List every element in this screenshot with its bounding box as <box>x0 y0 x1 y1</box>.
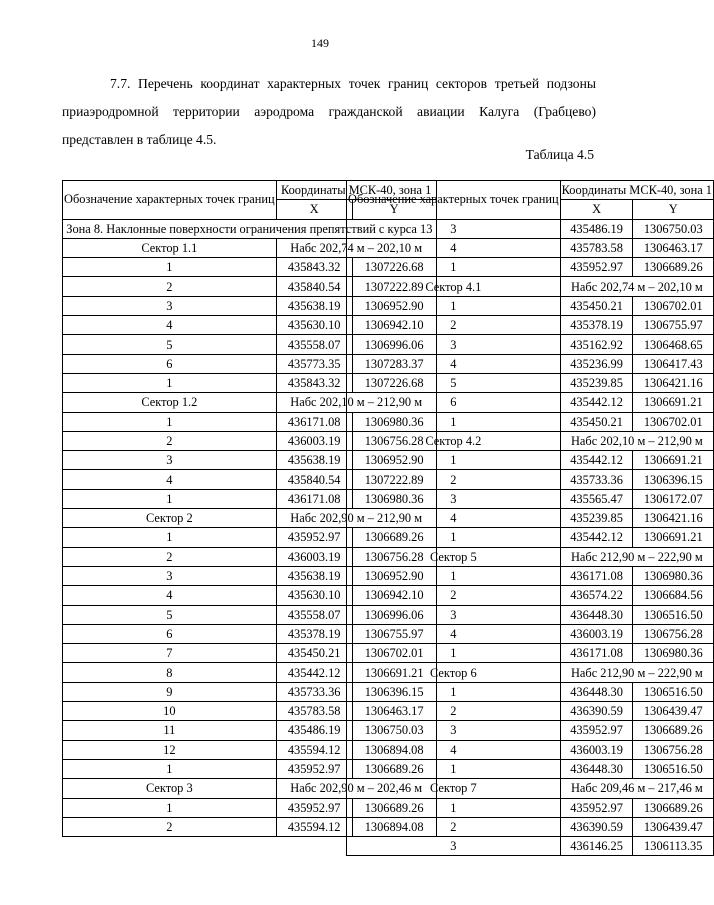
sector-name: Сектор 4.1 <box>347 277 561 296</box>
sector-height-range: Набс 202,90 м – 202,46 м <box>276 779 436 798</box>
table-row <box>347 528 714 547</box>
x-coordinate: 435783.58 <box>276 702 352 721</box>
x-coordinate: 435236.99 <box>560 354 633 373</box>
sector-height-range: Набс 212,90 м – 222,90 м <box>560 663 713 682</box>
x-header: X <box>560 200 633 219</box>
x-coordinate: 436003.19 <box>560 740 633 759</box>
point-number: 2 <box>347 702 561 721</box>
x-coordinate: 436171.08 <box>560 566 633 585</box>
point-number: 3 <box>347 837 561 856</box>
point-number: 1 <box>63 373 277 392</box>
y-coordinate: 1306689.26 <box>633 798 714 817</box>
x-coordinate: 435952.97 <box>560 721 633 740</box>
point-number: 4 <box>347 354 561 373</box>
point-number: 3 <box>347 605 561 624</box>
x-coordinate: 435450.21 <box>560 296 633 315</box>
y-coordinate: 1306702.01 <box>352 644 436 663</box>
table-row <box>347 682 714 701</box>
y-coordinate: 1306756.28 <box>352 547 436 566</box>
sector-name: Сектор 2 <box>63 509 277 528</box>
x-coordinate: 435442.12 <box>560 451 633 470</box>
point-number: 3 <box>347 489 561 508</box>
y-header: Y <box>352 200 436 219</box>
y-coordinate: 1306396.15 <box>633 470 714 489</box>
table-row <box>347 509 714 528</box>
paragraph-line: приаэродромной территории аэродрома гражданской авиации Калуга (Грабцево) <box>62 104 596 119</box>
coords-header: Координаты МСК-40, зона 1 <box>276 181 436 200</box>
sector-name: Сектор 5 <box>347 547 561 566</box>
designation-header: Обозначение характерных точек границ <box>63 181 277 220</box>
point-number: 5 <box>347 373 561 392</box>
intro-paragraph <box>62 70 596 154</box>
table-row <box>347 702 714 721</box>
point-number: 3 <box>347 219 561 238</box>
table-header-row <box>347 181 714 200</box>
table-row <box>347 759 714 778</box>
point-number: 6 <box>63 624 277 643</box>
x-coordinate: 436448.30 <box>560 759 633 778</box>
y-coordinate: 1306691.21 <box>633 393 714 412</box>
sector-name: Сектор 7 <box>347 779 561 798</box>
coords-header: Координаты МСК-40, зона 1 <box>560 181 713 200</box>
y-coordinate: 1306750.03 <box>352 721 436 740</box>
table-row <box>347 373 714 392</box>
point-number: 4 <box>347 238 561 257</box>
y-coordinate: 1306756.28 <box>352 431 436 450</box>
x-coordinate: 435638.19 <box>276 566 352 585</box>
x-coordinate: 435843.32 <box>276 373 352 392</box>
point-number: 1 <box>63 528 277 547</box>
x-coordinate: 435952.97 <box>560 798 633 817</box>
x-coordinate: 435442.12 <box>560 393 633 412</box>
point-number: 1 <box>347 528 561 547</box>
point-number: 11 <box>63 721 277 740</box>
y-coordinate: 1306689.26 <box>633 721 714 740</box>
point-number: 1 <box>347 759 561 778</box>
point-number: 1 <box>63 759 277 778</box>
table-row <box>347 393 714 412</box>
y-coordinate: 1306463.17 <box>352 702 436 721</box>
table-row <box>347 219 714 238</box>
x-coordinate: 435630.10 <box>276 316 352 335</box>
y-coordinate: 1306689.26 <box>352 528 436 547</box>
y-coordinate: 1306996.06 <box>352 335 436 354</box>
x-coordinate: 435638.19 <box>276 296 352 315</box>
table-row <box>347 451 714 470</box>
point-number: 4 <box>347 509 561 528</box>
x-coordinate: 436171.08 <box>276 412 352 431</box>
table-row <box>347 817 714 836</box>
x-coordinate: 435378.19 <box>276 624 352 643</box>
y-coordinate: 1306756.28 <box>633 740 714 759</box>
x-coordinate: 436574.22 <box>560 586 633 605</box>
table-row <box>347 470 714 489</box>
y-coordinate: 1306980.36 <box>352 489 436 508</box>
paragraph-line: 7.7. Перечень координат характерных точек границ секторов третьей подзоны <box>110 76 596 91</box>
point-number: 2 <box>63 547 277 566</box>
x-coordinate: 436003.19 <box>276 431 352 450</box>
x-coordinate: 435239.85 <box>560 373 633 392</box>
y-coordinate: 1306516.50 <box>633 605 714 624</box>
x-coordinate: 435840.54 <box>276 470 352 489</box>
table-row <box>347 316 714 335</box>
y-coordinate: 1306942.10 <box>352 586 436 605</box>
y-coordinate: 1306952.90 <box>352 566 436 585</box>
point-number: 1 <box>63 412 277 431</box>
sector-name: Сектор 1.1 <box>63 238 277 257</box>
sector-row <box>347 431 714 450</box>
point-number: 1 <box>347 451 561 470</box>
point-number: 1 <box>63 258 277 277</box>
y-coordinate: 1306980.36 <box>633 566 714 585</box>
y-coordinate: 1306894.08 <box>352 817 436 836</box>
y-coordinate: 1307222.89 <box>352 470 436 489</box>
x-coordinate: 436390.59 <box>560 702 633 721</box>
y-coordinate: 1306689.26 <box>633 258 714 277</box>
point-number: 2 <box>63 277 277 296</box>
point-number: 2 <box>347 316 561 335</box>
table-row <box>347 258 714 277</box>
x-coordinate: 435840.54 <box>276 277 352 296</box>
x-coordinate: 435843.32 <box>276 258 352 277</box>
table-row <box>347 586 714 605</box>
y-coordinate: 1307226.68 <box>352 258 436 277</box>
table-row <box>347 798 714 817</box>
x-coordinate: 436448.30 <box>560 605 633 624</box>
table-row <box>347 489 714 508</box>
y-coordinate: 1306952.90 <box>352 296 436 315</box>
table-row <box>347 721 714 740</box>
x-coordinate: 435733.36 <box>276 682 352 701</box>
x-coordinate: 435783.58 <box>560 238 633 257</box>
y-coordinate: 1306439.47 <box>633 817 714 836</box>
y-header: Y <box>633 200 714 219</box>
table-row <box>347 412 714 431</box>
sector-row <box>347 277 714 296</box>
x-coordinate: 435450.21 <box>276 644 352 663</box>
y-coordinate: 1306172.07 <box>633 489 714 508</box>
x-coordinate: 435486.19 <box>276 721 352 740</box>
y-coordinate: 1306417.43 <box>633 354 714 373</box>
y-coordinate: 1306113.35 <box>633 837 714 856</box>
point-number: 3 <box>347 335 561 354</box>
point-number: 4 <box>63 470 277 489</box>
x-coordinate: 436003.19 <box>560 624 633 643</box>
zone-title: Зона 8. Наклонные поверхности ограничения препятствий с курса 13 <box>63 219 437 238</box>
point-number: 4 <box>63 586 277 605</box>
sector-height-range: Набс 202,10 м – 212,90 м <box>560 431 713 450</box>
point-number: 2 <box>63 817 277 836</box>
sector-height-range: Набс 202,74 м – 202,10 м <box>560 277 713 296</box>
sector-height-range: Набс 202,90 м – 212,90 м <box>276 509 436 528</box>
x-coordinate: 435952.97 <box>276 528 352 547</box>
y-coordinate: 1306691.21 <box>352 663 436 682</box>
point-number: 2 <box>347 817 561 836</box>
point-number: 6 <box>63 354 277 373</box>
sector-row <box>347 547 714 566</box>
x-coordinate: 435773.35 <box>276 354 352 373</box>
y-coordinate: 1306396.15 <box>352 682 436 701</box>
sector-name: Сектор 1.2 <box>63 393 277 412</box>
y-coordinate: 1306980.36 <box>352 412 436 431</box>
y-coordinate: 1306439.47 <box>633 702 714 721</box>
x-coordinate: 435630.10 <box>276 586 352 605</box>
sector-name: Сектор 3 <box>63 779 277 798</box>
y-coordinate: 1306691.21 <box>633 451 714 470</box>
point-number: 3 <box>63 451 277 470</box>
table-row <box>347 354 714 373</box>
sector-height-range: Набс 209,46 м – 217,46 м <box>560 779 713 798</box>
point-number: 1 <box>347 258 561 277</box>
y-coordinate: 1306755.97 <box>352 624 436 643</box>
y-coordinate: 1307226.68 <box>352 373 436 392</box>
point-number: 5 <box>63 605 277 624</box>
point-number: 7 <box>63 644 277 663</box>
point-number: 1 <box>347 296 561 315</box>
point-number: 1 <box>63 489 277 508</box>
x-coordinate: 436171.08 <box>560 644 633 663</box>
x-coordinate: 436390.59 <box>560 817 633 836</box>
sector-height-range: Набс 202,74 м – 202,10 м <box>276 238 436 257</box>
y-coordinate: 1306996.06 <box>352 605 436 624</box>
y-coordinate: 1306952.90 <box>352 451 436 470</box>
x-coordinate: 435558.07 <box>276 605 352 624</box>
point-number: 3 <box>63 296 277 315</box>
y-coordinate: 1306942.10 <box>352 316 436 335</box>
y-coordinate: 1307222.89 <box>352 277 436 296</box>
point-number: 3 <box>63 566 277 585</box>
x-coordinate: 436003.19 <box>276 547 352 566</box>
x-coordinate: 435733.36 <box>560 470 633 489</box>
point-number: 6 <box>347 393 561 412</box>
designation-header: Обозначение характерных точек границ <box>347 181 561 220</box>
x-coordinate: 435952.97 <box>560 258 633 277</box>
y-coordinate: 1306894.08 <box>352 740 436 759</box>
y-coordinate: 1306421.16 <box>633 373 714 392</box>
point-number: 2 <box>63 431 277 450</box>
point-number: 9 <box>63 682 277 701</box>
y-coordinate: 1306684.56 <box>633 586 714 605</box>
table-row <box>347 644 714 663</box>
x-coordinate: 436171.08 <box>276 489 352 508</box>
y-coordinate: 1306691.21 <box>633 528 714 547</box>
table-row <box>347 624 714 643</box>
point-number: 8 <box>63 663 277 682</box>
x-coordinate: 435558.07 <box>276 335 352 354</box>
point-number: 4 <box>347 624 561 643</box>
sector-row <box>347 779 714 798</box>
x-coordinate: 435486.19 <box>560 219 633 238</box>
point-number: 1 <box>347 644 561 663</box>
x-header: X <box>276 200 352 219</box>
y-coordinate: 1306702.01 <box>633 296 714 315</box>
table-row <box>347 837 714 856</box>
x-coordinate: 435565.47 <box>560 489 633 508</box>
x-coordinate: 435162.92 <box>560 335 633 354</box>
x-coordinate: 435442.12 <box>276 663 352 682</box>
table-row <box>347 238 714 257</box>
sector-height-range: Набс 202,10 м – 212,90 м <box>276 393 436 412</box>
y-coordinate: 1306468.65 <box>633 335 714 354</box>
y-coordinate: 1307283.37 <box>352 354 436 373</box>
point-number: 1 <box>347 682 561 701</box>
x-coordinate: 435378.19 <box>560 316 633 335</box>
y-coordinate: 1306750.03 <box>633 219 714 238</box>
x-coordinate: 435952.97 <box>276 759 352 778</box>
table-row <box>347 605 714 624</box>
y-coordinate: 1306755.97 <box>633 316 714 335</box>
x-coordinate: 435594.12 <box>276 740 352 759</box>
x-coordinate: 435638.19 <box>276 451 352 470</box>
page-number: 149 <box>311 36 329 50</box>
y-coordinate: 1306516.50 <box>633 682 714 701</box>
point-number: 2 <box>347 470 561 489</box>
y-coordinate: 1306980.36 <box>633 644 714 663</box>
y-coordinate: 1306689.26 <box>352 798 436 817</box>
point-number: 12 <box>63 740 277 759</box>
sector-row <box>347 663 714 682</box>
sector-height-range: Набс 212,90 м – 222,90 м <box>560 547 713 566</box>
y-coordinate: 1306421.16 <box>633 509 714 528</box>
x-coordinate: 435952.97 <box>276 798 352 817</box>
x-coordinate: 436448.30 <box>560 682 633 701</box>
x-coordinate: 435594.12 <box>276 817 352 836</box>
table-row <box>347 740 714 759</box>
x-coordinate: 435450.21 <box>560 412 633 431</box>
x-coordinate: 435442.12 <box>560 528 633 547</box>
y-coordinate: 1306756.28 <box>633 624 714 643</box>
y-coordinate: 1306463.17 <box>633 238 714 257</box>
table-row <box>347 566 714 585</box>
paragraph-line: представлен в таблице 4.5. <box>62 132 217 147</box>
point-number: 1 <box>347 798 561 817</box>
table-caption: Таблица 4.5 <box>525 147 594 162</box>
y-coordinate: 1306689.26 <box>352 759 436 778</box>
y-coordinate: 1306702.01 <box>633 412 714 431</box>
sector-name: Сектор 6 <box>347 663 561 682</box>
y-coordinate: 1306516.50 <box>633 759 714 778</box>
point-number: 1 <box>347 566 561 585</box>
coordinates-table-right <box>346 180 714 856</box>
point-number: 4 <box>63 316 277 335</box>
table-row <box>347 296 714 315</box>
point-number: 5 <box>63 335 277 354</box>
sector-name: Сектор 4.2 <box>347 431 561 450</box>
point-number: 4 <box>347 740 561 759</box>
point-number: 3 <box>347 721 561 740</box>
table-row <box>347 335 714 354</box>
x-coordinate: 436146.25 <box>560 837 633 856</box>
x-coordinate: 435239.85 <box>560 509 633 528</box>
point-number: 1 <box>347 412 561 431</box>
point-number: 2 <box>347 586 561 605</box>
point-number: 10 <box>63 702 277 721</box>
point-number: 1 <box>63 798 277 817</box>
